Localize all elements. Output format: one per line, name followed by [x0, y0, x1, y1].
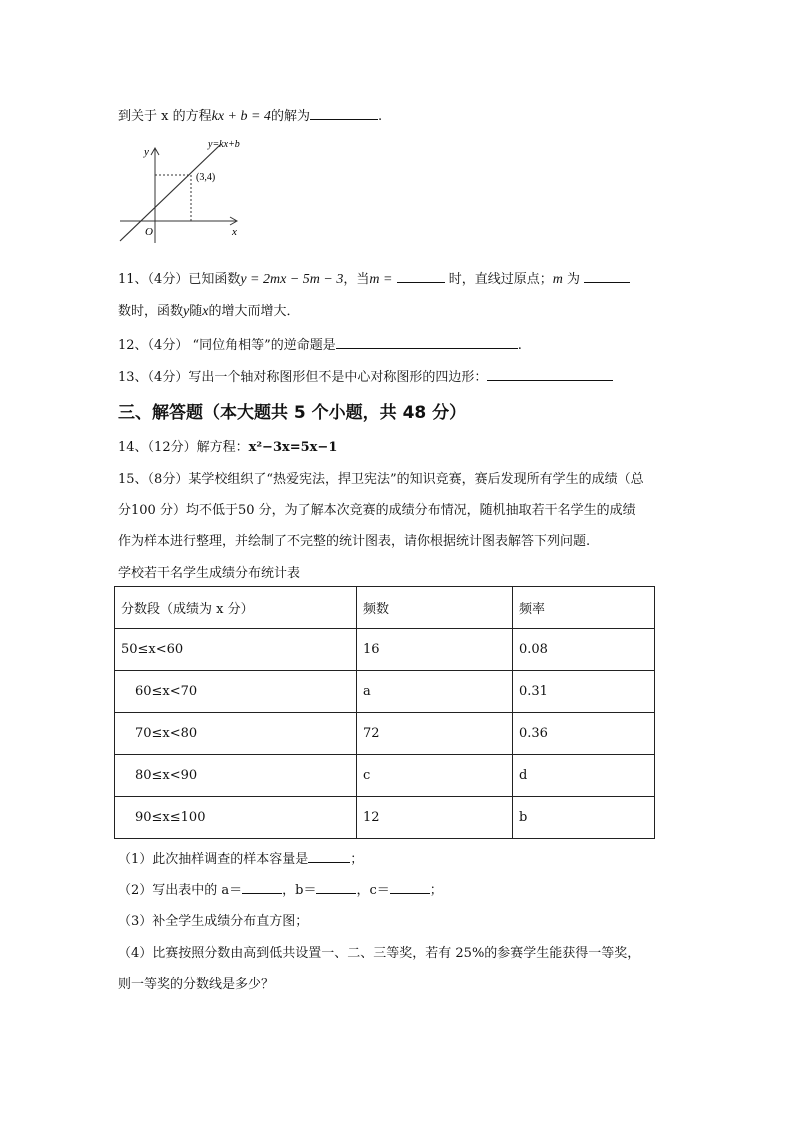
table-header: 频数 [357, 587, 513, 629]
table-header-row [115, 587, 655, 629]
q11-score: （4分） [147, 272, 189, 287]
q11-blank-1[interactable] [397, 268, 445, 283]
q12-score: （4分） [147, 338, 189, 353]
q11-text-3: 时，直线过原点； [448, 272, 553, 287]
q11-m: m [552, 272, 563, 287]
q10-text: 到关于 x 的方程 [118, 109, 212, 124]
q11-line2-text: 数时，函数 [118, 304, 184, 319]
line-kx-b [120, 145, 220, 241]
q15-sub2-a: （2）写出表中的 a＝ [118, 883, 243, 898]
q15-sub4-line2: 则一等奖的分数线是多少？ [118, 977, 275, 992]
table-cell: 0.36 [513, 713, 655, 755]
linear-function-graph [112, 135, 252, 247]
table-row [115, 713, 655, 755]
q15-line1 [118, 468, 644, 487]
q15-line3: 作为样本进行整理，并绘制了不完整的统计图表，请你根据统计图表解答下列问题. [118, 534, 591, 549]
table-cell: b [513, 797, 655, 839]
q12-answer-blank[interactable] [336, 334, 518, 349]
q12-number: 12、 [118, 338, 148, 353]
table-cell: 72 [357, 713, 513, 755]
table-cell: 16 [357, 629, 513, 671]
q15-sub2-b: ，b＝ [282, 883, 317, 898]
q15-sub2-c: ，c＝ [356, 883, 390, 898]
table-cell: 90≤x≤100 [115, 797, 357, 839]
q11-line1 [118, 268, 630, 288]
q11-function: y = 2mx − 5m − 3 [240, 272, 344, 287]
q10-tail-line [118, 105, 382, 125]
q11-x: x [202, 304, 209, 319]
q11-line2-text-3: 的增大而增大． [208, 304, 300, 319]
q15-sub2 [118, 879, 443, 898]
table-cell: 80≤x<90 [115, 755, 357, 797]
q14-text: 解方程： [196, 440, 249, 455]
q14-number: 14、 [118, 440, 148, 455]
table-row [115, 755, 655, 797]
q13-score: （4分） [147, 370, 189, 385]
q10-equation: kx + b = 4 [211, 109, 271, 124]
table-cell: 12 [357, 797, 513, 839]
point-label: (3,4) [196, 172, 216, 183]
table-row [115, 797, 655, 839]
q15-number: 15、 [118, 472, 148, 487]
table-header: 分数段（成绩为 x 分） [115, 587, 357, 629]
q11-m-equals: m = [369, 272, 393, 287]
score-distribution-table [114, 586, 655, 839]
q15-sub1-text: （1）此次抽样调查的样本容量是 [118, 852, 309, 867]
q15-text-1: 某学校组织了“热爱宪法，捍卫宪法”的知识竞赛，赛后发现所有学生的成绩（总 [188, 472, 644, 487]
q15-sub2-end: ； [429, 883, 443, 898]
q15-sub1-end: ； [350, 852, 364, 867]
q15-sub1 [118, 848, 363, 867]
q12-end: . [517, 338, 522, 353]
q10-end: . [377, 109, 383, 124]
table-cell: d [513, 755, 655, 797]
q15-blank-c[interactable] [390, 879, 430, 894]
q15-blank-a[interactable] [242, 879, 282, 894]
q11-text-2: ，当 [343, 272, 370, 287]
section-3-heading: 三、解答题（本大题共 5 个小题，共 48 分） [118, 403, 467, 423]
q12-line [118, 334, 522, 353]
q13-line [118, 366, 613, 385]
table-cell: 70≤x<80 [115, 713, 357, 755]
q11-line2-text-2: 随 [189, 304, 203, 319]
q11-line2 [118, 300, 299, 320]
table-cell: a [357, 671, 513, 713]
q11-y: y [183, 304, 190, 319]
line-label: y=kx+b [208, 139, 240, 150]
q11-text-4: 为 [566, 272, 580, 287]
q10-answer-blank[interactable] [310, 105, 378, 120]
q15-line2: 分100 分）均不低于50 分，为了解本次竞赛的成绩分布情况，随机抽取若干名学生的成绩 [118, 503, 636, 518]
table-cell: 0.31 [513, 671, 655, 713]
q14-score: （12分） [147, 440, 197, 455]
q10-suffix: 的解为 [270, 109, 310, 124]
q13-text: 写出一个轴对称图形但不是中心对称图形的四边形： [188, 370, 488, 385]
q11-number: 11、 [118, 272, 148, 287]
q15-sub4-line1: （4）比赛按照分数由高到低共设置一、二、三等奖，若有 25%的参赛学生能获得一等奖， [118, 946, 641, 961]
table-caption: 学校若干名学生成绩分布统计表 [118, 566, 301, 581]
q15-sub3: （3）补全学生成绩分布直方图； [118, 914, 309, 929]
q15-blank-b[interactable] [316, 879, 356, 894]
table-cell: 60≤x<70 [115, 671, 357, 713]
origin-label: O [145, 226, 153, 238]
q15-sub1-blank[interactable] [308, 848, 350, 863]
q12-text: “同位角相等”的逆命题是 [192, 338, 336, 353]
y-axis-label: y [144, 146, 149, 158]
table-row [115, 671, 655, 713]
table-row [115, 629, 655, 671]
table-cell: c [357, 755, 513, 797]
table-cell: 50≤x<60 [115, 629, 357, 671]
x-axis-label: x [232, 226, 237, 238]
q11-blank-2[interactable] [584, 268, 630, 283]
table-header: 频率 [513, 587, 655, 629]
q13-number: 13、 [118, 370, 148, 385]
q11-text: 已知函数 [188, 272, 241, 287]
table-cell: 0.08 [513, 629, 655, 671]
q13-answer-blank[interactable] [487, 366, 613, 381]
q14-equation: x²−3x=5x−1 [248, 440, 338, 455]
q15-score: （8分） [147, 472, 189, 487]
q14-line [118, 436, 337, 455]
